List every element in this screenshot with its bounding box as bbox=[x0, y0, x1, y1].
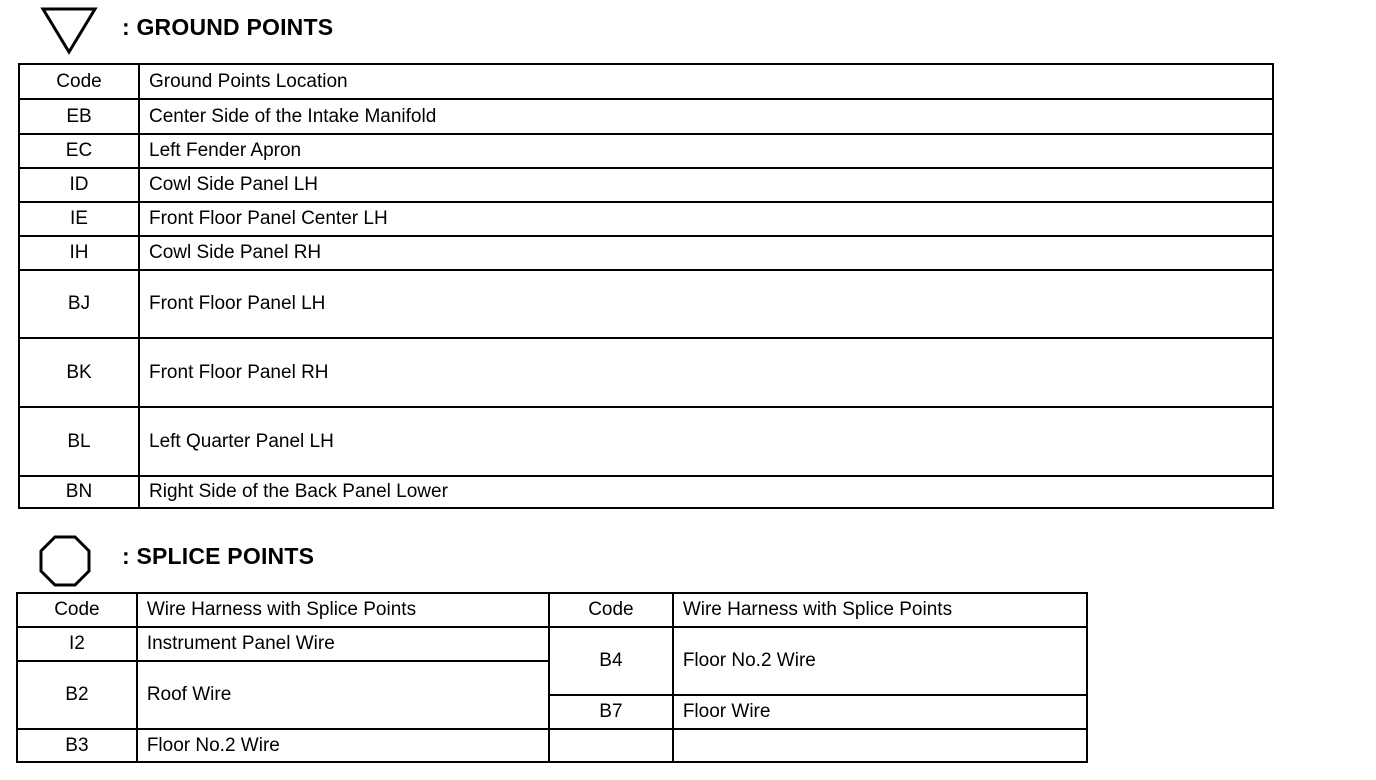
location-cell: Front Floor Panel Center LH bbox=[139, 202, 1273, 236]
table-row bbox=[19, 168, 1273, 202]
table-row bbox=[17, 627, 1087, 661]
table-row bbox=[19, 407, 1273, 476]
octagon-icon bbox=[38, 534, 92, 588]
code-cell: B2 bbox=[17, 661, 137, 729]
table-row bbox=[19, 338, 1273, 407]
location-cell: Left Fender Apron bbox=[139, 134, 1273, 168]
location-cell: Left Quarter Panel LH bbox=[139, 407, 1273, 476]
code-header: Code bbox=[17, 593, 137, 627]
harness-cell: Roof Wire bbox=[137, 661, 549, 729]
table-row bbox=[19, 270, 1273, 338]
code-header: Code bbox=[549, 593, 673, 627]
location-cell: Front Floor Panel RH bbox=[139, 338, 1273, 407]
empty-cell bbox=[549, 729, 673, 762]
splice-points-heading bbox=[122, 541, 314, 571]
code-cell: BL bbox=[19, 407, 139, 476]
code-cell: BJ bbox=[19, 270, 139, 338]
empty-cell bbox=[673, 729, 1087, 762]
table-row bbox=[17, 729, 1087, 762]
location-cell: Cowl Side Panel RH bbox=[139, 236, 1273, 270]
code-cell: B7 bbox=[549, 695, 673, 729]
harness-header: Wire Harness with Splice Points bbox=[137, 593, 549, 627]
location-cell: Cowl Side Panel LH bbox=[139, 168, 1273, 202]
code-cell: B3 bbox=[17, 729, 137, 762]
code-cell: BN bbox=[19, 476, 139, 508]
location-cell: Right Side of the Back Panel Lower bbox=[139, 476, 1273, 508]
harness-cell: Floor Wire bbox=[673, 695, 1087, 729]
table-row bbox=[19, 236, 1273, 270]
location-header: Ground Points Location bbox=[139, 64, 1273, 99]
ground-points-title: : GROUND POINTS bbox=[122, 13, 334, 40]
location-cell: Center Side of the Intake Manifold bbox=[139, 99, 1273, 134]
code-cell: I2 bbox=[17, 627, 137, 661]
harness-cell: Floor No.2 Wire bbox=[673, 627, 1087, 695]
location-cell: Front Floor Panel LH bbox=[139, 270, 1273, 338]
table-row bbox=[19, 99, 1273, 134]
code-cell: ID bbox=[19, 168, 139, 202]
code-cell: IE bbox=[19, 202, 139, 236]
splice-points-title: : SPLICE POINTS bbox=[122, 542, 315, 569]
ground-points-heading bbox=[122, 12, 333, 42]
harness-cell: Instrument Panel Wire bbox=[137, 627, 549, 661]
code-cell: EC bbox=[19, 134, 139, 168]
code-cell: EB bbox=[19, 99, 139, 134]
splice-points-table bbox=[16, 592, 1088, 763]
table-row bbox=[19, 202, 1273, 236]
code-header: Code bbox=[19, 64, 139, 99]
code-cell: IH bbox=[19, 236, 139, 270]
harness-cell: Floor No.2 Wire bbox=[137, 729, 549, 762]
ground-points-table bbox=[18, 63, 1274, 509]
code-cell: BK bbox=[19, 338, 139, 407]
table-header-row bbox=[17, 593, 1087, 627]
table-row bbox=[19, 134, 1273, 168]
down-triangle-icon bbox=[40, 6, 98, 56]
table-row bbox=[19, 476, 1273, 508]
harness-header: Wire Harness with Splice Points bbox=[673, 593, 1087, 627]
code-cell: B4 bbox=[549, 627, 673, 695]
table-header-row bbox=[19, 64, 1273, 99]
